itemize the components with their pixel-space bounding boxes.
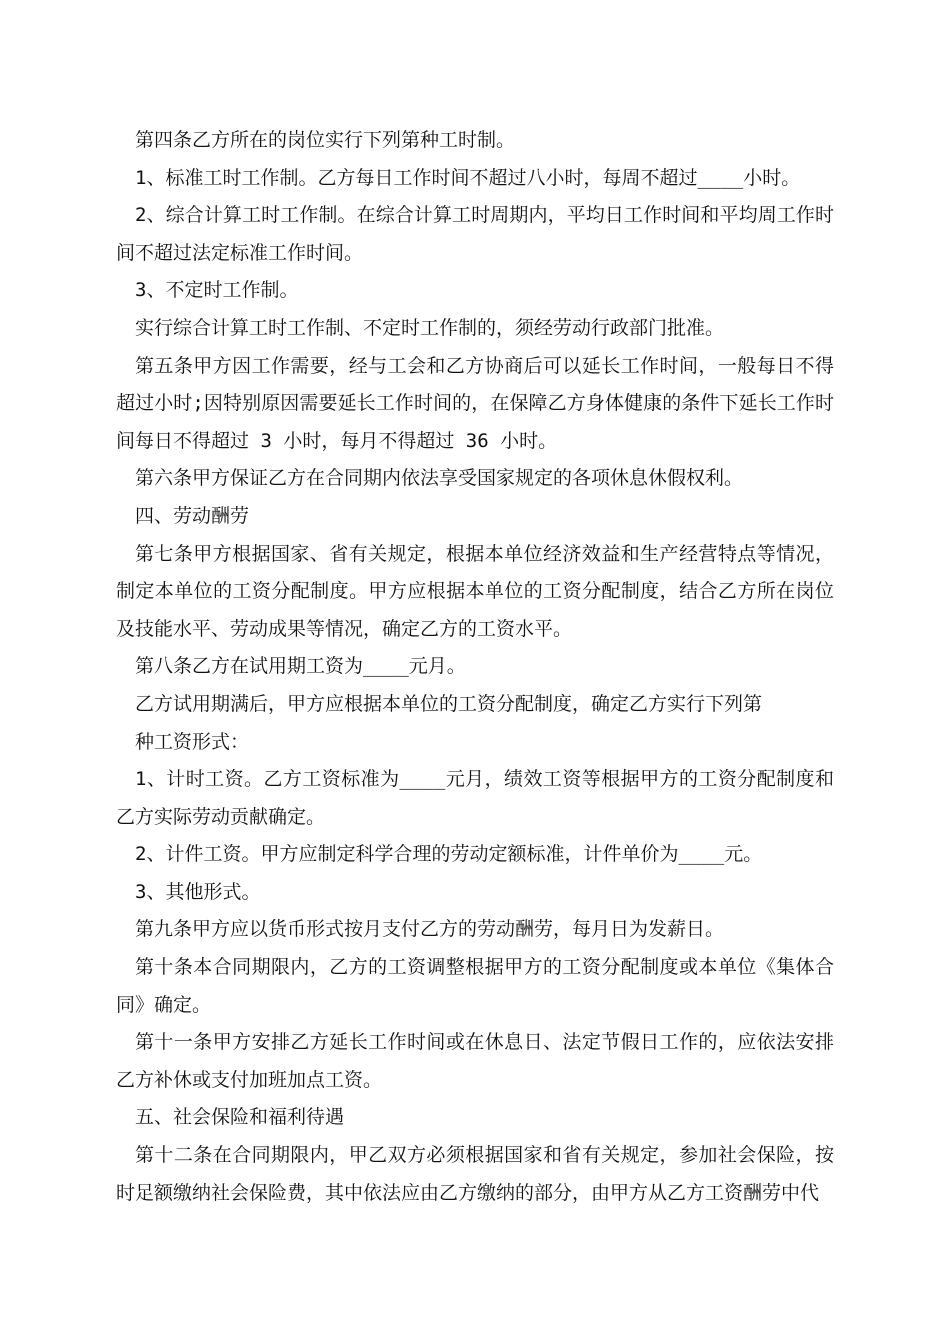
paragraph-flexible-hours: 3、不定时工作制。 [135, 279, 299, 302]
paragraph-comprehensive-hours: 2、综合计算工时工作制。在综合计算工时周期内，平均日工作时间和平均周工作时间不超过法定标准工作时间。 [116, 204, 834, 264]
paragraph-article-5: 第五条甲方因工作需要，经与工会和乙方协商后可以延长工作时间，一般每日不得超过小时;因特别原因需要延长工作时间的，在保障乙方身体健康的条件下延长工作时间每日不得超过 3 小时，每月不得超过 36 小时。 [116, 354, 834, 452]
paragraph-after-probation: 乙方试用期满后，甲方应根据本单位的工资分配制度，确定乙方实行下列第 [135, 692, 763, 715]
paragraph-wage-forms: 种工资形式： [135, 730, 250, 753]
document-body [116, 122, 834, 1212]
paragraph-article-10: 第十条本合同期限内，乙方的工资调整根据甲方的工资分配制度或本单位《集体合同》确定。 [116, 956, 834, 1016]
paragraph-article-12: 第十二条在合同期限内，甲乙双方必须根据国家和省有关规定，参加社会保险，按时足额缴纳社会保险费，其中依法应由乙方缴纳的部分，由甲方从乙方工资酬劳中代 [116, 1144, 834, 1204]
paragraph-time-wage: 1、计时工资。乙方工资标准为____元月，绩效工资等根据甲方的工资分配制度和乙方实际劳动贡献确定。 [116, 768, 834, 828]
paragraph-piece-wage: 2、计件工资。甲方应制定科学合理的劳动定额标准，计件单价为____元。 [135, 843, 763, 866]
paragraph-article-8: 第八条乙方在试用期工资为____元月。 [135, 655, 466, 678]
paragraph-article-7: 第七条甲方根据国家、省有关规定，根据本单位经济效益和生产经营特点等情况，制定本单位的工资分配制度。甲方应根据本单位的工资分配制度，结合乙方所在岗位及技能水平、劳动成果等情况，确定乙方的工资水平。 [116, 542, 834, 640]
paragraph-standard-hours: 1、标准工时工作制。乙方每日工作时间不超过八小时，每周不超过____小时。 [135, 166, 801, 189]
paragraph-article-9: 第九条甲方应以货币形式按月支付乙方的劳动酬劳，每月日为发薪日。 [135, 918, 725, 941]
paragraph-article-6: 第六条甲方保证乙方在合同期内依法享受国家规定的各项休息休假权利。 [135, 467, 744, 490]
section-heading-social-insurance: 五、社会保险和福利待遇 [135, 1106, 345, 1129]
section-heading-remuneration: 四、劳动酬劳 [135, 504, 250, 527]
paragraph-article-11: 第十一条甲方安排乙方延长工作时间或在休息日、法定节假日工作的，应依法安排乙方补休或支付加班加点工资。 [116, 1031, 834, 1091]
paragraph-approval: 实行综合计算工时工作制、不定时工作制的，须经劳动行政部门批准。 [135, 316, 725, 339]
paragraph-other-forms: 3、其他形式。 [135, 880, 261, 903]
paragraph-article-4: 第四条乙方所在的岗位实行下列第种工时制。 [135, 129, 516, 151]
